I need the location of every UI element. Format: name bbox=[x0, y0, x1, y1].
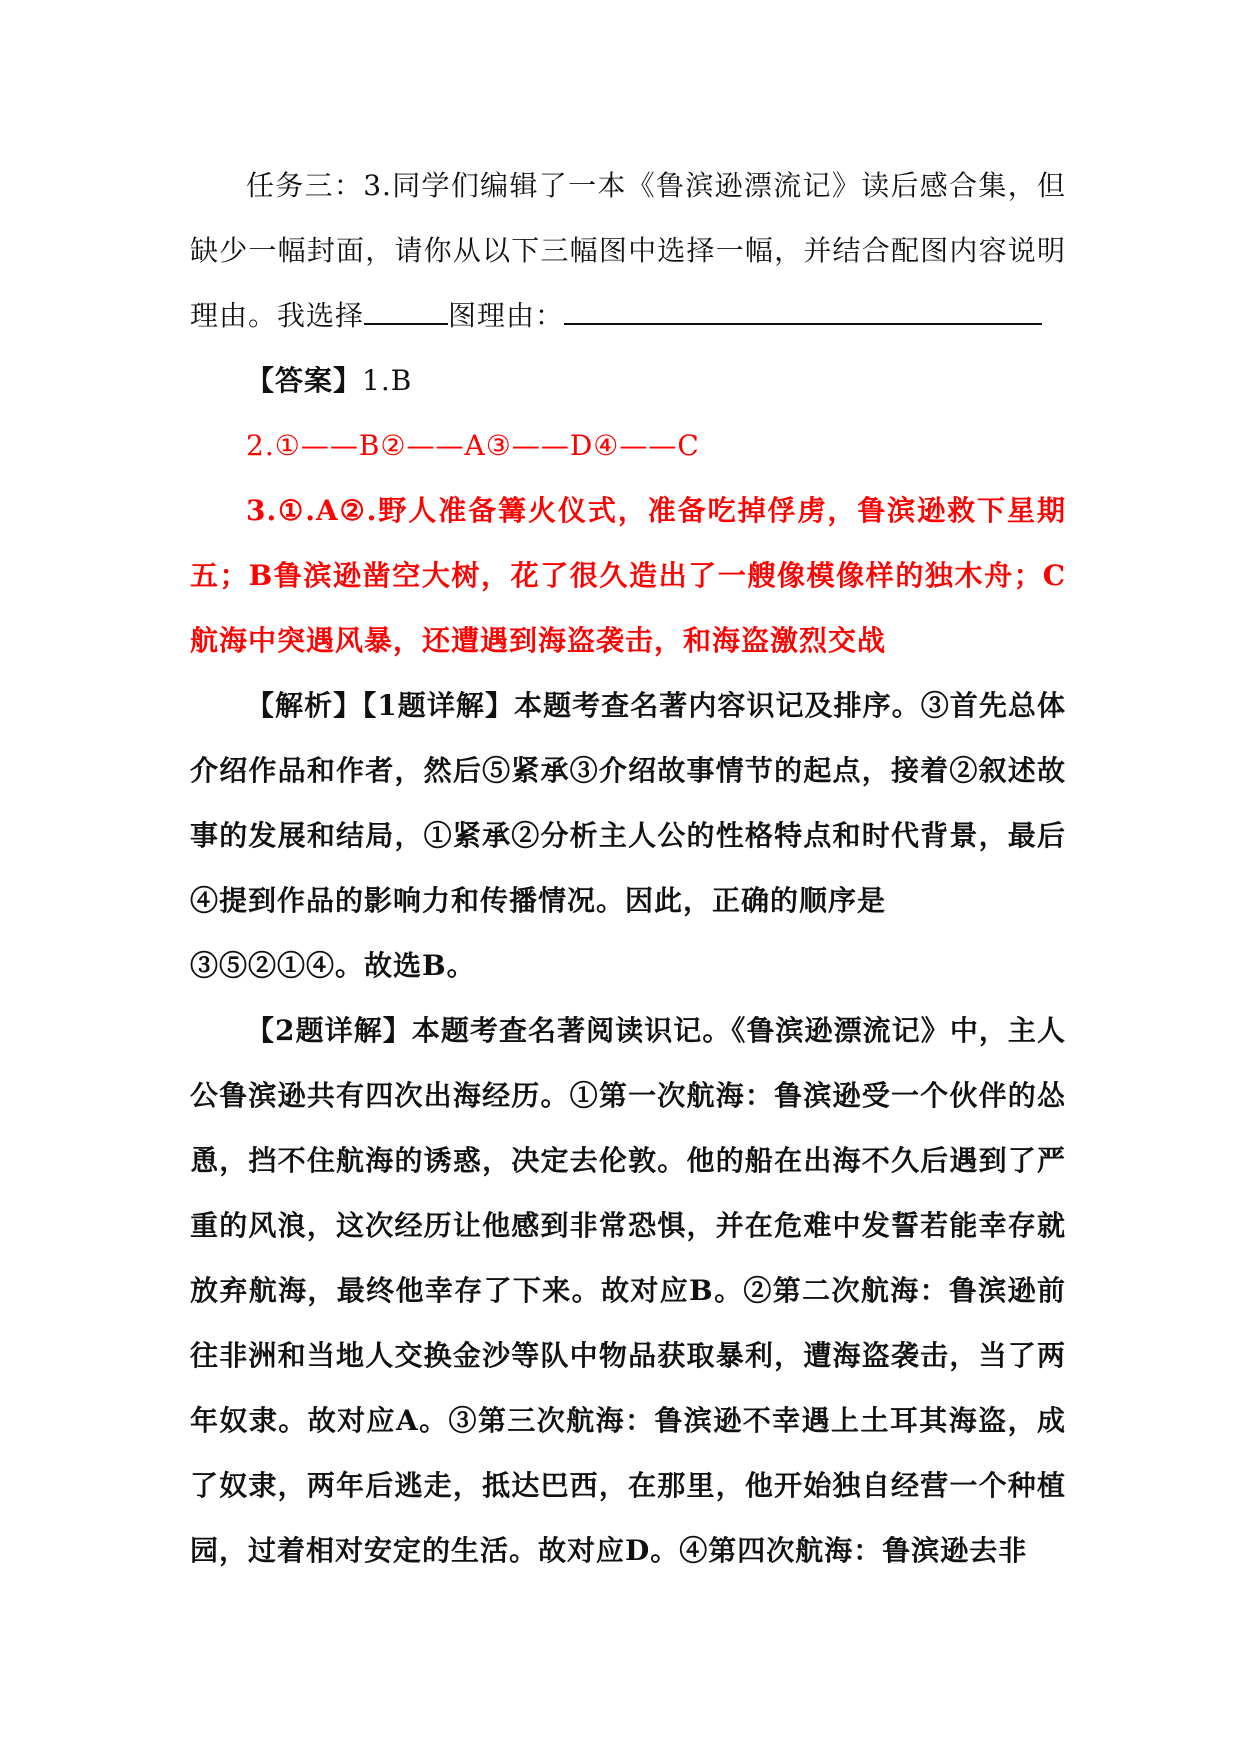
answer-line-3 bbox=[190, 478, 1066, 673]
answer-2: 2.①——B②——A③——D④——C bbox=[246, 429, 700, 462]
analysis-q2 bbox=[190, 998, 1066, 1583]
answer-1: 1.B bbox=[362, 364, 413, 397]
document-body bbox=[190, 153, 1066, 1583]
analysis-q1 bbox=[190, 673, 1066, 933]
analysis-q2-text: 【2题详解】本题考查名著阅读识记。《鲁滨逊漂流记》中，主人公鲁滨逊共有四次出海经历。①第一次航海：鲁滨逊受一个伙伴的怂恿，挡不住航海的诱惑，决定去伦敦。他的船在出海不久后遇到了严重的风浪，这次经历让他感到非常恐惧，并在危难中发誓若能幸存就放弃航海，最终他幸存了下来。故对应B。②第二次航海：鲁滨逊前往非洲和当地人交换金沙等队中物品获取暴利，遭海盗袭击，当了两年奴隶。故对应A。③第三次航海：鲁滨逊不幸遇上土耳其海盗，成了奴隶，两年后逃走，抵达巴西，在那里，他开始独自经营一个种植园，过着相对安定的生活。故对应D。④第四次航海：鲁滨逊去非 bbox=[190, 1014, 1066, 1567]
reason-blank bbox=[564, 301, 1042, 325]
analysis-q1-text: 【解析】【1题详解】本题考查名著内容识记及排序。③首先总体介绍作品和作者，然后⑤紧承③介绍故事情节的起点，接着②叙述故事的发展和结局，①紧承②分析主人公的性格特点和时代背景，最后④提到作品的影响力和传播情况。因此，正确的顺序是 bbox=[190, 689, 1066, 917]
answer-line-2 bbox=[190, 413, 1066, 478]
analysis-q1-conclusion bbox=[190, 933, 1066, 998]
choice-blank bbox=[364, 301, 448, 325]
task3-question bbox=[190, 153, 1066, 348]
analysis-q1-end: ③⑤②①④。故选B。 bbox=[190, 949, 476, 982]
answer-line-1 bbox=[190, 348, 1066, 413]
answer-3: 3.①.A②.野人准备篝火仪式，准备吃掉俘虏，鲁滨逊救下星期五；B鲁滨逊凿空大树，花了很久造出了一艘像模像样的独木舟；C航海中突遇风暴，还遭遇到海盗袭击，和海盗激烈交战 bbox=[190, 494, 1066, 657]
answer-label: 【答案】 bbox=[246, 364, 363, 397]
task3-question-text: 任务三：3.同学们编辑了一本《鲁滨逊漂流记》读后感合集，但缺少一幅封面，请你从以下三幅图中选择一幅，并结合配图内容说明理由。我选择 bbox=[190, 169, 1066, 332]
task3-reason-label: 图理由： bbox=[448, 299, 565, 332]
